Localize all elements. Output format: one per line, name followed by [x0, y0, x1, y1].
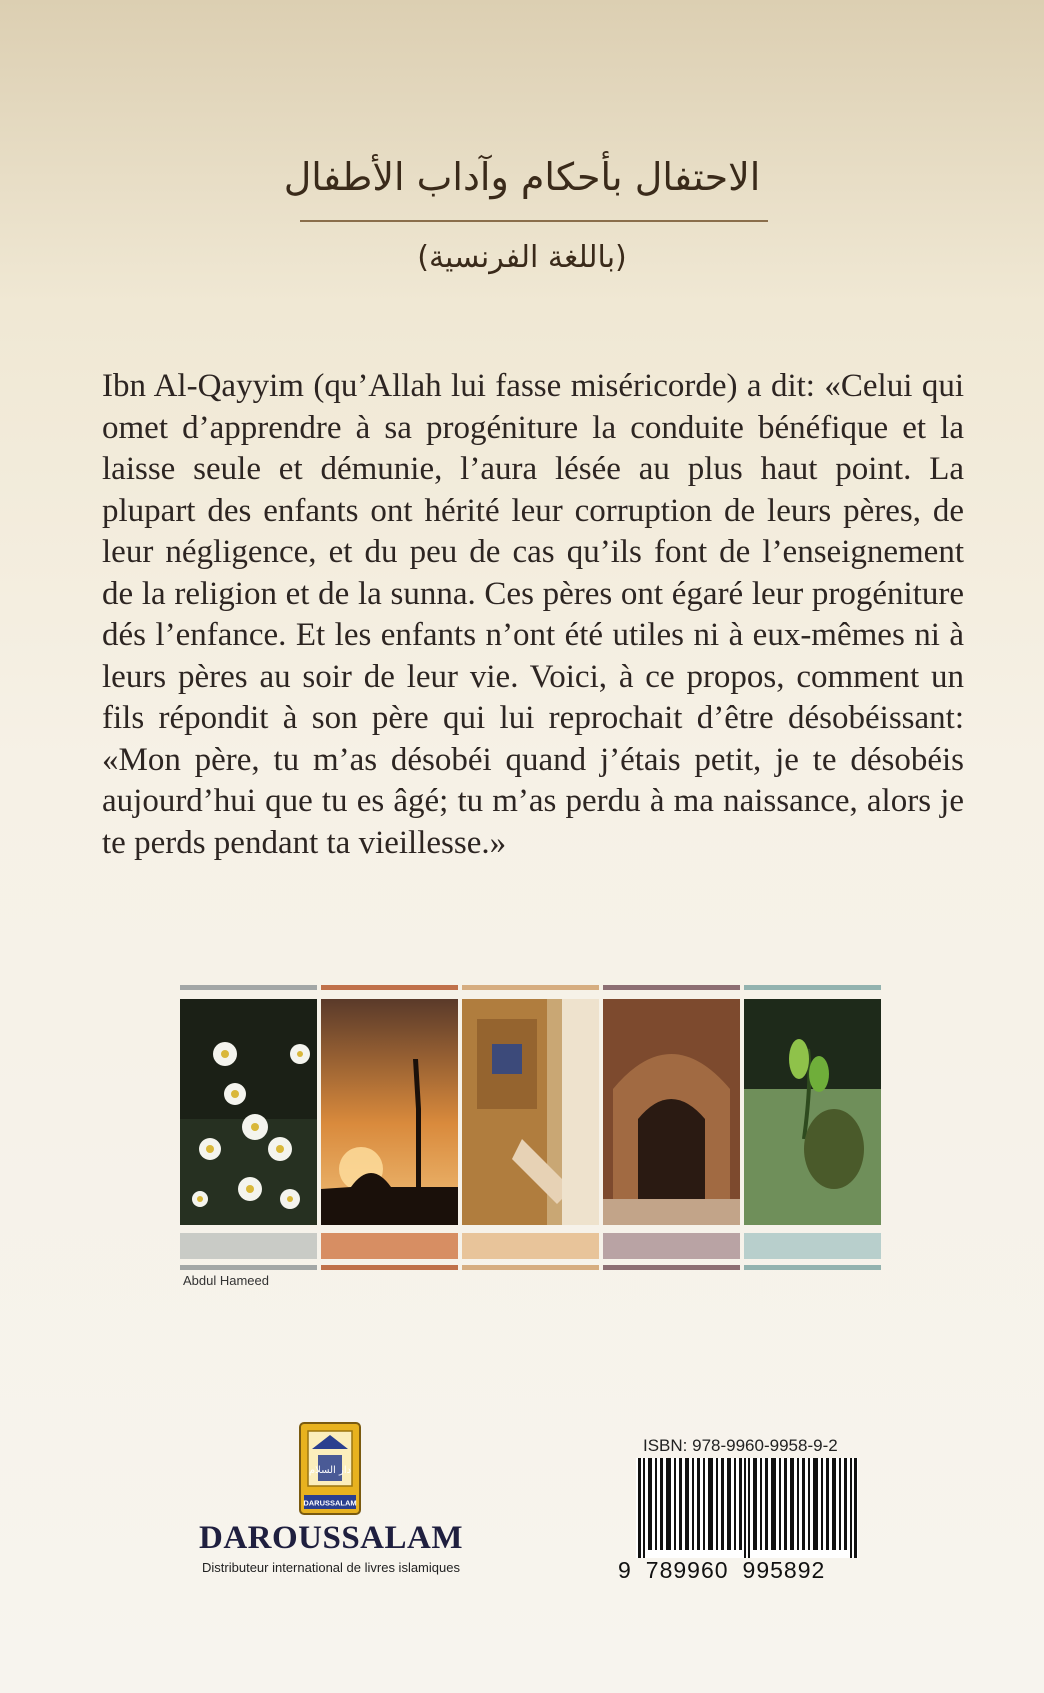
mosque-sunset-image — [321, 999, 458, 1225]
daisies-image — [180, 999, 317, 1225]
title-divider — [300, 220, 768, 222]
photo-credit: Abdul Hameed — [183, 1273, 269, 1288]
barcode-digits-left: 789960 — [645, 1557, 729, 1583]
photo-panel-arches — [603, 985, 740, 1272]
arabic-title: الاحتفال بأحكام وآداب الأطفال — [283, 155, 761, 199]
logo-latin-text: DARUSSALAM — [303, 1498, 357, 1508]
barcode-digits-right: 995892 — [742, 1557, 826, 1583]
quran-reading-image — [462, 999, 599, 1225]
darussalam-logo-icon — [298, 1421, 362, 1516]
logo-arabic-text: دار السلام — [308, 1465, 352, 1476]
barcode-icon — [636, 1458, 858, 1558]
arches-image — [603, 999, 740, 1225]
photo-panel-plant — [744, 985, 881, 1272]
barcode-digit-lead: 9 — [618, 1557, 632, 1583]
photo-strip — [180, 985, 883, 1272]
photo-panel-quran — [462, 985, 599, 1272]
publisher-name: DAROUSSALAM — [198, 1520, 464, 1556]
barcode-digits — [618, 1557, 863, 1584]
photo-panel-mosque — [321, 985, 458, 1272]
photo-panel-daisies — [180, 985, 317, 1272]
arabic-subtitle: (باللغة الفرنسية) — [417, 240, 627, 275]
isbn-label: ISBN: 978-9960-9958-9-2 — [643, 1436, 838, 1455]
back-cover-quote: Ibn Al-Qayyim (qu’Allah lui fasse miséricorde) a dit: «Celui qui omet d’apprendre à sa progéniture la conduite bénéfique et la laisse seule et démunie, l’aura lésée au plus haut point. La plupart des enfants ont hérité leur corruption de leurs pères, de leur négligence, et du peu de cas qu’ils font de l’enseignement de la religion et de la sunna. Ces pères ont égaré leur progéniture dés l’enfance. Et les enfants n’ont été utiles ni à eux-mêmes ni à leurs pères au soir de leur vie. Voici, à ce propos, comment un fils répondit à son père qui lui reprochait d’être désobéissant: «Mon père, tu m’as désobéi quand j’étais petit, je te désobéis aujourd’hui que tu es âgé; tu m’as perdu à ma naissance, alors je te perds pendant ta vieillesse.» — [102, 368, 964, 861]
plant-sprout-image — [744, 999, 881, 1225]
publisher-tagline: Distributeur international de livres islamiques — [202, 1560, 460, 1575]
